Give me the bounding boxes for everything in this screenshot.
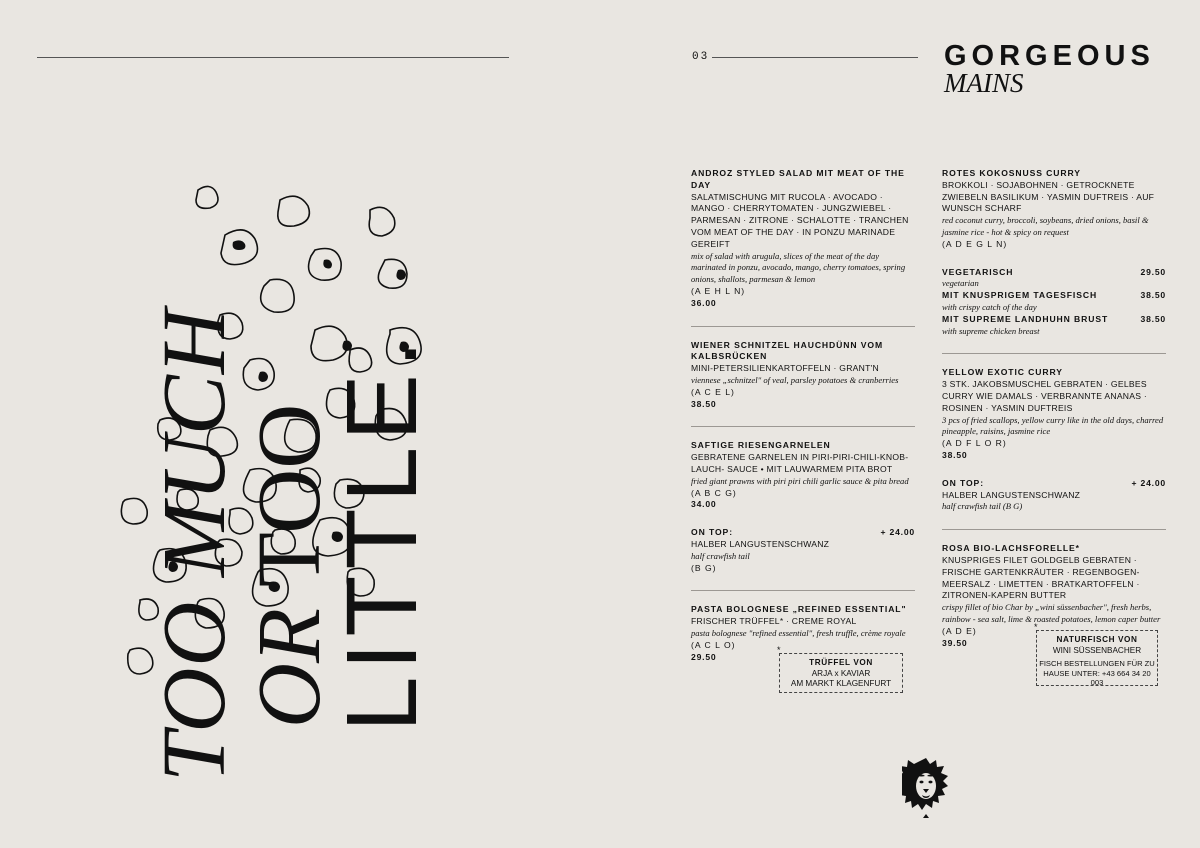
note-line: AM MARKT KLAGENFURT [790, 679, 892, 688]
addon-price: + 24.00 [880, 527, 915, 538]
addon-price: + 24.00 [1131, 477, 1166, 488]
price: 36.00 [691, 297, 717, 308]
dish-description-en: pasta bolognese "refined essential", fresh truffle, crème royale [691, 627, 906, 638]
menu-column-left [691, 168, 915, 679]
vertical-slogan-line2 [240, 403, 339, 728]
dish-name: YELLOW EXOTIC CURRY [942, 367, 1063, 378]
dish-description-de: BROKKOLI · SOJABOHNEN · GETROCKNETE ZWIEBELN BASILIKUM · YASMIN DUFTREIS · AUF WUNSCH SCHARF [942, 179, 1155, 214]
top-rule-right [712, 57, 918, 58]
allergens: (A E H L N) [691, 285, 746, 296]
dish-description-en: viennese „schnitzel" of veal, parsley potatoes & cranberries [691, 374, 899, 385]
option-name: MIT KNUSPRIGEM TAGESFISCH [942, 290, 1098, 301]
dish-description-en: half crawfish tail (B G) [942, 501, 1023, 512]
lion-head-logo [902, 756, 950, 818]
menu-item [691, 168, 915, 310]
allergens: (A B C G) [691, 487, 737, 498]
dish-description-de: HALBER LANGUSTENSCHWANZ [691, 538, 830, 549]
top-rule-left [37, 57, 509, 58]
allergens: (A D E) [942, 625, 977, 636]
option-name: VEGETARISCH [942, 266, 1014, 277]
dish-description-en: mix of salad with arugula, slices of the meat of the day marinated in ponzu, avocado, mango, cherry tomatoes, spring onions, shallots, parmesan & lemon [691, 250, 906, 285]
allergens: (A D E G L N) [942, 238, 1008, 249]
divider [691, 426, 915, 427]
page-subtitle: MAINS [944, 68, 1024, 98]
dish-name: ROSA BIO-LACHSFORELLE* [942, 543, 1080, 554]
option-name: MIT SUPREME LANDHUHN BRUST [942, 313, 1109, 324]
note-title: TRÜFFEL VON [809, 658, 873, 667]
allergens: (A D F L O R) [942, 438, 1007, 449]
vertical-slogan-line1: TOO MUCH [145, 308, 244, 782]
dish-description-de: FRISCHER TRÜFFEL* · CREME ROYAL [691, 616, 857, 627]
price: 34.00 [691, 499, 717, 510]
menu-item [942, 168, 1166, 251]
addon-label: ON TOP: [691, 527, 733, 538]
price: 39.50 [942, 637, 968, 648]
dish-description-en: fried giant prawns with piri piri chili garlic sauce & pita bread [691, 475, 909, 486]
allergens: (A C E L) [691, 386, 735, 397]
menu-item [942, 367, 1166, 461]
dish-name: ROTES KOKOSNUSS CURRY [942, 168, 1081, 178]
asterisk: * [777, 645, 781, 655]
option-price: 38.50 [1140, 290, 1166, 301]
dish-description-en: 3 pcs of fried scallops, yellow curry like in the old days, charred pineapple, raisins, jasmine rice [942, 414, 1164, 437]
dish-description-de: KNUSPRIGES FILET GOLDGELB GEBRATEN · FRISCHE GARTENKRÄUTER · REGENBOGEN-MEERSALZ · LIMETTEN · BRATKARTOFFELN · ZITRONEN-KAPERN BUTTER [942, 554, 1140, 601]
option-description-en: with crispy catch of the day [942, 301, 1037, 312]
page-number: 03 [692, 51, 710, 63]
note-line: WINI SÜSSENBACHER [1052, 645, 1142, 655]
price: 29.50 [691, 651, 717, 662]
dish-name: ANDROZ STYLED SALAD MIT MEAT OF THE DAY [691, 168, 905, 190]
dish-description-de: 3 STK. JAKOBSMUSCHEL GEBRATEN · GELBES CURRY WIE DAMALS · VERBRANNTE ANANAS · ROSINEN · YASMIN DUFTREIS [942, 379, 1147, 413]
dish-description-en: red coconut curry, broccoli, soybeans, dried onions, basil & jasmine rice - hot & spicy on request [942, 215, 1149, 237]
menu-item-addon [691, 527, 915, 574]
dish-description-de: MINI-PETERSILIENKARTOFFELN · GRANT'N [691, 363, 879, 374]
price: 38.50 [691, 398, 717, 409]
curry-options [942, 267, 1166, 338]
asterisk: * [1034, 622, 1038, 632]
note-title: NATURFISCH VON [1056, 635, 1138, 644]
option-price: 29.50 [1140, 266, 1166, 277]
note-line: FISCH BESTELLUNGEN FÜR ZU HAUSE UNTER: +43 664 34 20 003 [1039, 659, 1155, 687]
vertical-slogan-line3: LITTLE. [326, 334, 438, 732]
dish-description-de: GEBRATENE GARNELEN IN PIRI-PIRI-CHILI-KNOB-LAUCH- SAUCE • MIT LAUWARMEM PITA BROT [691, 452, 909, 474]
menu-item [691, 440, 915, 511]
dish-description-en: half crawfish tail [691, 550, 750, 561]
option-description-en: with supreme chicken breast [942, 325, 1040, 336]
divider [942, 353, 1166, 354]
truffle-source-note [777, 645, 903, 693]
menu-column-right [942, 168, 1166, 665]
menu-item-addon [942, 478, 1166, 513]
allergens: (B G) [691, 562, 717, 573]
fish-source-note [1034, 622, 1158, 687]
page-title: GORGEOUS [944, 40, 1155, 72]
vertical-slogan-too: TOO [240, 403, 339, 609]
dish-name: WIENER SCHNITZEL HAUCHDÜNN VOM KALBSRÜCKEN [691, 339, 884, 362]
dish-description-de: SALATMISCHUNG MIT RUCOLA · AVOCADO · MANGO · CHERRYTOMATEN · JUNGZWIEBEL · PARMESAN · ZITRONE · SCHALOTTE · TRANCHEN VOM MEAT OF THE DAY · IN PONZU MARINADE GEREIFT [691, 191, 909, 249]
allergens: (A C L O) [691, 639, 736, 650]
dish-description-de: HALBER LANGUSTENSCHWANZ [942, 489, 1081, 500]
menu-item [691, 340, 915, 411]
dish-description-en: crispy fillet of bio Char by „wini süssenbacher", fresh herbs, rainbow - sea salt, lime & roasted potatoes, lemon caper butter [942, 602, 1161, 624]
vertical-slogan-or: OR [240, 608, 339, 728]
dish-name: PASTA BOLOGNESE „REFINED ESSENTIAL" [691, 604, 907, 615]
option-description-en: vegetarian [942, 278, 979, 289]
divider [691, 326, 915, 327]
divider [691, 590, 915, 591]
note-line: ARJA x KAVIAR [811, 668, 871, 678]
dish-name: SAFTIGE RIESENGARNELEN [691, 440, 831, 451]
price: 38.50 [942, 449, 968, 460]
divider [942, 529, 1166, 530]
addon-label: ON TOP: [942, 477, 984, 488]
option-price: 38.50 [1140, 313, 1166, 324]
